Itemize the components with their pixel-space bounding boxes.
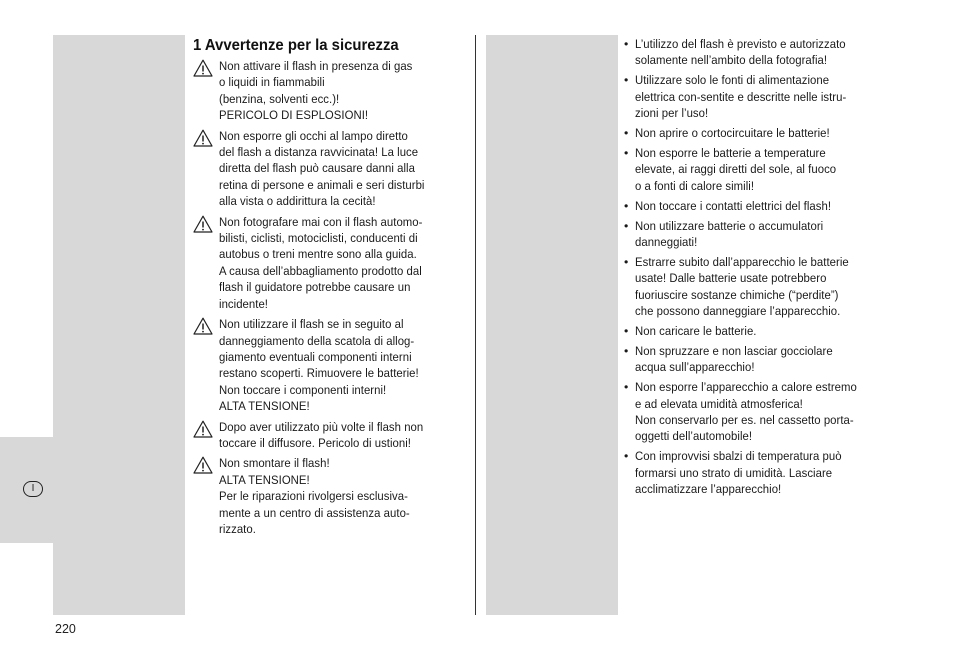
bullet-glyph: •: [624, 73, 629, 88]
right-margin-panel: [486, 35, 618, 615]
warning-item: [193, 128, 468, 210]
bullet-text-line: Non aprire o cortocircuitare le batterie!: [635, 126, 830, 141]
left-margin-panel: [53, 35, 185, 615]
warning-text-line: o liquidi in fiammabili: [219, 75, 325, 90]
bullet-text-line: oggetti dell’automobile!: [635, 429, 753, 444]
bullet-item: [624, 72, 904, 121]
warning-text-line: danneggiamento della scatola di allog-: [219, 333, 415, 348]
bullet-text-line: Non esporre l’apparecchio a calore estremo: [635, 380, 857, 395]
warning-text-line: diretta del flash può causare danni alla: [219, 161, 415, 176]
language-badge: I: [23, 481, 43, 497]
bullet-glyph: •: [624, 37, 629, 51]
bullet-text-line: Con improvvisi sbalzi di temperatura può: [635, 449, 842, 464]
warning-text-line: bilisti, ciclisti, motociclisti, conducenti di: [219, 231, 418, 246]
bullet-item: [624, 36, 904, 69]
bullet-item: [624, 254, 904, 320]
bullet-item: [624, 198, 904, 214]
warning-text-line: Non smontare il flash!: [219, 456, 330, 471]
warning-item: [193, 455, 468, 537]
bullet-text-line: Non spruzzare e non lasciar gocciolare: [635, 343, 833, 358]
warning-text-line: Non attivare il flash in presenza di gas: [219, 59, 413, 73]
warning-list: [193, 58, 468, 541]
page-number: 220: [55, 622, 76, 636]
bullet-item: [624, 323, 904, 339]
warning-text-line: Non fotografare mai con il flash automo-: [219, 214, 423, 229]
warning-text-line: del flash a distanza ravvicinata! La luce: [219, 145, 419, 160]
bullet-text-line: danneggiati!: [635, 234, 698, 249]
bullet-glyph: •: [624, 324, 629, 338]
bullet-item: [624, 145, 904, 194]
warning-text-line: rizzato.: [219, 521, 256, 536]
warning-triangle-icon: [193, 59, 213, 77]
column-divider: [475, 35, 476, 615]
bullet-list: [624, 36, 904, 501]
bullet-text-line: Non utilizzare batterie o accumulatori: [635, 218, 824, 233]
warning-text-line: A causa dell’abbagliamento prodotto dal: [219, 263, 422, 278]
bullet-text-line: Utilizzare solo le fonti di alimentazione: [635, 73, 830, 88]
bullet-item: [624, 448, 904, 497]
bullet-text-line: e ad elevata umidità atmosferica!: [635, 396, 803, 411]
bullet-glyph: •: [624, 449, 629, 464]
warning-triangle-icon: [193, 456, 213, 474]
bullet-glyph: •: [624, 343, 629, 358]
warning-triangle-icon: [193, 317, 213, 335]
warning-text-line: flash il guidatore potrebbe causare un: [219, 280, 411, 295]
warning-text-line: alla vista o addirittura la cecità!: [219, 194, 376, 209]
bullet-glyph: •: [624, 126, 629, 141]
warning-item: [193, 58, 468, 124]
warning-text-line: ALTA TENSIONE!: [219, 399, 310, 414]
section-title: 1 Avvertenze per la sicurezza: [193, 37, 399, 54]
warning-text-line: incidente!: [219, 296, 268, 311]
bullet-text-line: elevate, ai raggi diretti del sole, al fuoco: [635, 162, 837, 177]
warning-text-line: mente a un centro di assistenza auto-: [219, 505, 410, 520]
warning-text-line: Per le riparazioni rivolgersi esclusiva-: [219, 489, 408, 504]
bullet-text-line: zioni per l’uso!: [635, 106, 709, 121]
bullet-text-line: acqua sull’apparecchio!: [635, 360, 755, 375]
warning-text-line: Non toccare i componenti interni!: [219, 382, 387, 397]
warning-text-line: retina di persone e animali e seri disturbi: [219, 177, 425, 192]
bullet-text-line: Non esporre le batterie a temperature: [635, 145, 826, 160]
bullet-item: [624, 379, 904, 445]
bullet-text-line: elettrica con-sentite e descritte nelle istru-: [635, 89, 847, 104]
bullet-glyph: •: [624, 218, 629, 233]
bullet-text-line: formarsi uno strato di umidità. Lasciare: [635, 465, 833, 480]
warning-text-line: PERICOLO DI ESPLOSIONI!: [219, 108, 369, 123]
bullet-item: [624, 218, 904, 251]
bullet-glyph: •: [624, 254, 629, 269]
bullet-text-line: che possono danneggiare l’apparecchio.: [635, 304, 841, 319]
bullet-glyph: •: [624, 380, 629, 395]
bullet-text-line: Non conservarlo per es. nel cassetto porta-: [635, 413, 854, 428]
warning-triangle-icon: [193, 215, 213, 233]
warning-text-line: restano scoperti. Rimuovere le batterie!: [219, 366, 419, 381]
bullet-text-line: usate! Dalle batterie usate potrebbero: [635, 271, 827, 286]
bullet-text-line: acclimatizzare l’apparecchio!: [635, 482, 782, 497]
bullet-text-line: L’utilizzo del flash è previsto e autorizzato: [635, 37, 846, 51]
warning-text-line: autobus o treni mentre sono alla guida.: [219, 247, 417, 262]
warning-text-line: giamento eventuali componenti interni: [219, 349, 412, 364]
warning-text-line: Dopo aver utilizzato più volte il flash non: [219, 419, 424, 434]
warning-triangle-icon: [193, 420, 213, 438]
warning-text-line: Non esporre gli occhi al lampo diretto: [219, 128, 408, 143]
warning-text-line: ALTA TENSIONE!: [219, 472, 310, 487]
warning-text-line: Non utilizzare il flash se in seguito al: [219, 317, 404, 332]
warning-text-line: (benzina, solventi ecc.)!: [219, 91, 340, 106]
warning-item: [193, 316, 468, 414]
bullet-glyph: •: [624, 198, 629, 213]
bullet-text-line: Non toccare i contatti elettrici del flash!: [635, 198, 832, 213]
warning-item: [193, 214, 468, 312]
bullet-glyph: •: [624, 145, 629, 160]
bullet-text-line: o a fonti di calore simili!: [635, 178, 755, 193]
bullet-item: [624, 125, 904, 141]
bullet-text-line: solamente nell’ambito della fotografia!: [635, 53, 828, 68]
bullet-item: [624, 343, 904, 376]
bullet-text-line: Estrarre subito dall’apparecchio le batterie: [635, 254, 849, 269]
warning-triangle-icon: [193, 129, 213, 147]
warning-text-line: toccare il diffusore. Pericolo di ustioni!: [219, 435, 412, 450]
warning-item: [193, 419, 468, 452]
bullet-text-line: Non caricare le batterie.: [635, 324, 757, 338]
bullet-text-line: fuoriuscire sostanze chimiche (“perdite”): [635, 287, 839, 302]
